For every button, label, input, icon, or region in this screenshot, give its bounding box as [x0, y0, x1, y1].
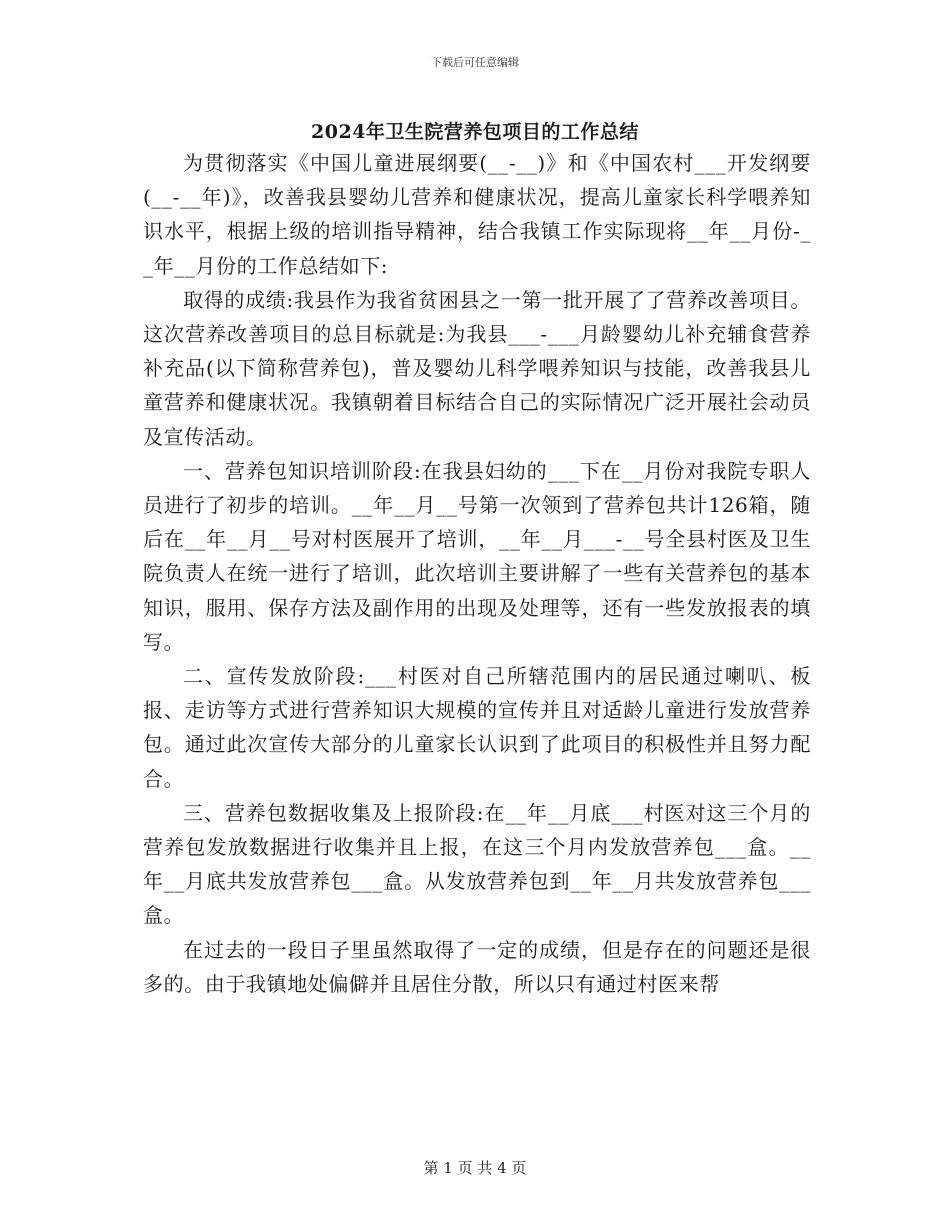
paragraph-achievements: 取得的成绩:我县作为我省贫困县之一第一批开展了了营养改善项目。这次营养改善项目的总目标就是:为我县___-___月龄婴幼儿补充辅食营养补充品(以下简称营养包)，普及婴幼儿科学喂养知识与技能，改善我县儿童营养和健康状况。我镇朝着目标结合自己的实际情况广泛开展社会动员及宣传活动。	[143, 287, 811, 449]
paragraph-intro: 为贯彻落实《中国儿童进展纲要(__-__)》和《中国农村___开发纲要(__-__年)》，改善我县婴幼儿营养和健康状况，提高儿童家长科学喂养知识水平，根据上级的培训指导精神，结合我镇工作实际现将__年__月份-__年__月份的工作总结如下:	[143, 151, 811, 278]
page-header-note: 下载后可任意编辑	[431, 56, 519, 69]
paragraph-data-collection-stage: 三、营养包数据收集及上报阶段:在__年__月底___村医对这三个月的营养包发放数据进行收集并且上报，在这三个月内发放营养包___盒。__年__月底共发放营养包___盒。从发放营养包到__年__月共发放营养包___盒。	[143, 800, 811, 928]
document-body	[143, 146, 811, 1001]
page-number: 第 1 页 共 4 页	[423, 1159, 527, 1177]
paragraph-training-stage: 一、营养包知识培训阶段:在我县妇幼的___下在__月份对我院专职人员进行了初步的培训。__年__月__号第一次领到了营养包共计126箱，随后在__年__月__号对村医展开了培训，__年__月___-__号全县村医及卫生院负责人在统一进行了培训，此次培训主要讲解了一些有关营养包的基本知识，服用、保存方法及副作用的出现及处理等，还有一些发放报表的填写。	[143, 458, 811, 654]
paragraph-publicity-stage: 二、宣传发放阶段:___村医对自己所辖范围内的居民通过喇叭、板报、走访等方式进行营养知识大规模的宣传并且对适龄儿童进行发放营养包。通过此次宣传大部分的儿童家长认识到了此项目的积极性并且努力配合。	[143, 664, 811, 791]
document-title: 2024年卫生院营养包项目的工作总结	[311, 121, 639, 143]
paragraph-problems: 在过去的一段日子里虽然取得了一定的成绩，但是存在的问题还是很多的。由于我镇地处偏僻并且居住分散，所以只有通过村医来帮	[143, 937, 811, 996]
